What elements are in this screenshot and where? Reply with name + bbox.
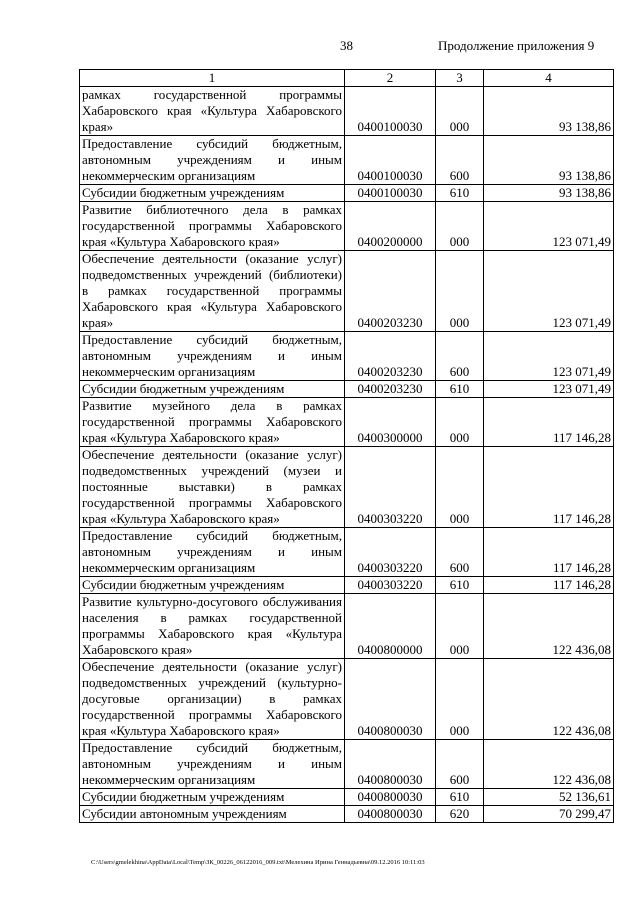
- table-header: [80, 70, 614, 87]
- row-name: Развитие библиотечного дела в рамках государственной программы Хабаровского края «Культура Хабаровского края»: [80, 202, 345, 251]
- row-name: Предоставление субсидий бюджетным, автономным учреждениям и иным некоммерческим организациям: [80, 740, 345, 789]
- row-type: 610: [436, 381, 484, 398]
- row-amount: 123 071,49: [484, 202, 614, 251]
- row-type: 600: [436, 136, 484, 185]
- row-amount: 117 146,28: [484, 528, 614, 577]
- row-type: 000: [436, 659, 484, 740]
- file-path-footer: C:\Users\gmelekhina\AppData\Local\Temp\ЗК_00226_06122016_009.txt\Мелехина Ирина Геннадьевна\09.12.2016 10:11:03: [91, 859, 425, 866]
- row-amount: 117 146,28: [484, 577, 614, 594]
- row-amount: 117 146,28: [484, 398, 614, 447]
- row-type: 600: [436, 740, 484, 789]
- table-row: [80, 806, 614, 823]
- table-row: [80, 185, 614, 202]
- row-name: Субсидии бюджетным учреждениям: [80, 789, 345, 806]
- row-type: 000: [436, 202, 484, 251]
- row-type: 600: [436, 528, 484, 577]
- table-row: [80, 447, 614, 528]
- row-amount: 117 146,28: [484, 447, 614, 528]
- row-name: Обеспечение деятельности (оказание услуг) подведомственных учреждений (культурно-досуговые организации) в рамках государственной программы Хабаровского края «Культура Хабаровского края»: [80, 659, 345, 740]
- table-row: [80, 381, 614, 398]
- row-type: 600: [436, 332, 484, 381]
- column-header-name: 1: [80, 70, 345, 87]
- row-code: 0400203230: [345, 332, 436, 381]
- row-name: Предоставление субсидий бюджетным, автономным учреждениям и иным некоммерческим организациям: [80, 528, 345, 577]
- table-row: [80, 332, 614, 381]
- row-type: 610: [436, 577, 484, 594]
- row-name: Развитие музейного дела в рамках государственной программы Хабаровского края «Культура Хабаровского края»: [80, 398, 345, 447]
- table-row: [80, 789, 614, 806]
- row-type: 000: [436, 447, 484, 528]
- row-code: 0400203230: [345, 251, 436, 332]
- row-code: 0400200000: [345, 202, 436, 251]
- column-header-amount: 4: [484, 70, 614, 87]
- row-type: 000: [436, 87, 484, 136]
- row-type: 000: [436, 251, 484, 332]
- row-type: 000: [436, 398, 484, 447]
- row-code: 0400800030: [345, 789, 436, 806]
- row-code: 0400303220: [345, 528, 436, 577]
- row-code: 0400100030: [345, 185, 436, 202]
- column-header-code: 2: [345, 70, 436, 87]
- row-code: 0400800030: [345, 740, 436, 789]
- row-name: Развитие культурно-досугового обслуживания населения в рамках государственной программы Хабаровского края «Культура Хабаровского края»: [80, 594, 345, 659]
- row-code: 0400203230: [345, 381, 436, 398]
- row-name: Субсидии автономным учреждениям: [80, 806, 345, 823]
- row-amount: 123 071,49: [484, 251, 614, 332]
- row-type: 610: [436, 185, 484, 202]
- row-amount: 93 138,86: [484, 185, 614, 202]
- row-code: 0400100030: [345, 136, 436, 185]
- appendix-continuation-label: Продолжение приложения 9: [438, 38, 595, 53]
- table-row: [80, 202, 614, 251]
- row-amount: 122 436,08: [484, 594, 614, 659]
- row-code: 0400300000: [345, 398, 436, 447]
- table-row: [80, 87, 614, 136]
- table-body: [80, 87, 614, 823]
- row-code: 0400303220: [345, 447, 436, 528]
- row-amount: 52 136,61: [484, 789, 614, 806]
- row-type: 000: [436, 594, 484, 659]
- row-amount: 122 436,08: [484, 740, 614, 789]
- column-header-type: 3: [436, 70, 484, 87]
- row-code: 0400800030: [345, 659, 436, 740]
- budget-table: [79, 69, 614, 823]
- row-name: Предоставление субсидий бюджетным, автономным учреждениям и иным некоммерческим организациям: [80, 136, 345, 185]
- row-code: 0400800000: [345, 594, 436, 659]
- row-code: 0400800030: [345, 806, 436, 823]
- row-amount: 122 436,08: [484, 659, 614, 740]
- table-row: [80, 398, 614, 447]
- row-amount: 123 071,49: [484, 332, 614, 381]
- row-name: Субсидии бюджетным учреждениям: [80, 185, 345, 202]
- row-name: Предоставление субсидий бюджетным, автономным учреждениям и иным некоммерческим организациям: [80, 332, 345, 381]
- table-row: [80, 594, 614, 659]
- table-row: [80, 136, 614, 185]
- table-row: [80, 577, 614, 594]
- table-row: [80, 659, 614, 740]
- row-name: рамках государственной программы Хабаровского края «Культура Хабаровского края»: [80, 87, 345, 136]
- row-amount: 123 071,49: [484, 381, 614, 398]
- table-row: [80, 740, 614, 789]
- row-type: 620: [436, 806, 484, 823]
- row-name: Субсидии бюджетным учреждениям: [80, 381, 345, 398]
- row-type: 610: [436, 789, 484, 806]
- row-name: Субсидии бюджетным учреждениям: [80, 577, 345, 594]
- table-row: [80, 251, 614, 332]
- row-amount: 70 299,47: [484, 806, 614, 823]
- row-name: Обеспечение деятельности (оказание услуг) подведомственных учреждений (музеи и постоянные выставки) в рамках государственной программы Хабаровского края «Культура Хабаровского края»: [80, 447, 345, 528]
- row-amount: 93 138,86: [484, 87, 614, 136]
- table-header-row: [80, 70, 614, 87]
- row-name: Обеспечение деятельности (оказание услуг) подведомственных учреждений (библиотеки) в рамках государственной программы Хабаровского края «Культура Хабаровского края»: [80, 251, 345, 332]
- row-code: 0400303220: [345, 577, 436, 594]
- row-code: 0400100030: [345, 87, 436, 136]
- table-row: [80, 528, 614, 577]
- page-number: 38: [340, 38, 353, 53]
- row-amount: 93 138,86: [484, 136, 614, 185]
